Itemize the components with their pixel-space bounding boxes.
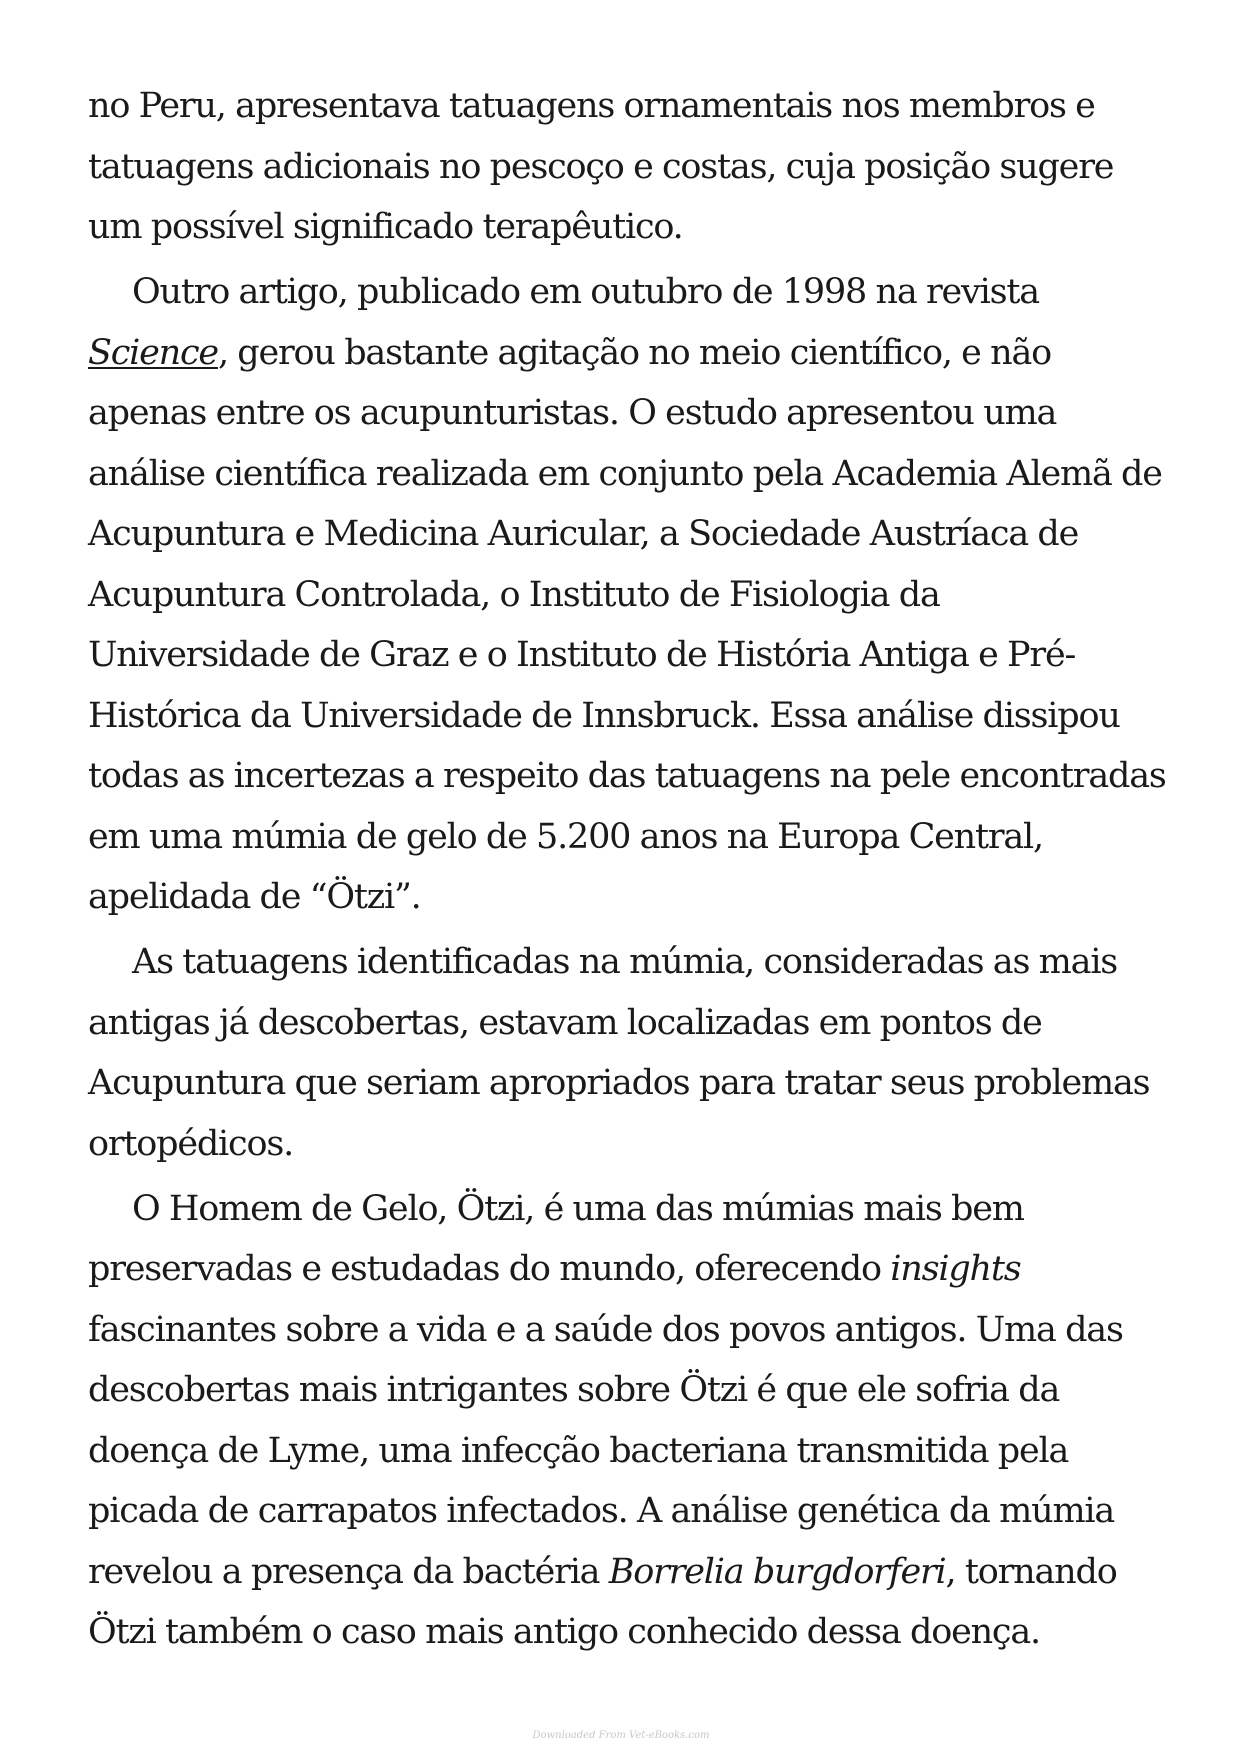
text-line: apenas entre os acupunturistas. O estudo apresentou uma (88, 393, 1057, 433)
text-line: apelidada de “Ötzi”. (88, 877, 421, 917)
text-line: O Homem de Gelo, Ötzi, é uma das múmias mais bem (132, 1188, 1024, 1229)
text-line: doença de Lyme, uma infecção bacteriana transmitida pela (88, 1430, 1069, 1471)
text-line: revelou a presença da bactéria Borrelia burgdorferi, tornando (88, 1551, 1117, 1592)
text-line: Acupuntura e Medicina Auricular, a Sociedade Austríaca de (88, 514, 1079, 554)
paragraph-2 (88, 262, 1178, 928)
text-line: descobertas mais intrigantes sobre Ötzi é que ele sofria da (88, 1370, 1060, 1410)
text-line: em uma múmia de gelo de 5.200 anos na Europa Central, (88, 816, 1043, 857)
text-line: Science, gerou bastante agitação no meio científico, e não (88, 332, 1051, 373)
text-line: Universidade de Graz e o Instituto de História Antiga e Pré- (88, 635, 1076, 675)
italic-species-name: Borrelia burgdorferi (608, 1551, 946, 1592)
book-page (88, 76, 1178, 1667)
text-line: tatuagens adicionais no pescoço e costas, cuja posição sugere (88, 146, 1114, 187)
text-line: todas as incertezas a respeito das tatuagens na pele encontradas (88, 756, 1166, 796)
paragraph-4 (88, 1179, 1178, 1663)
journal-title-science: Science (88, 332, 218, 373)
text-line: análise científica realizada em conjunto pela Academia Alemã de (88, 453, 1162, 494)
text-line: Acupuntura que seriam apropriados para tratar seus problemas (88, 1063, 1150, 1103)
text-line: Outro artigo, publicado em outubro de 1998 na revista (132, 272, 1039, 312)
text-line: Ötzi também o caso mais antigo conhecido dessa doença. (88, 1612, 1040, 1652)
text-line: antigas já descobertas, estavam localizadas em pontos de (88, 1002, 1042, 1043)
text-line: As tatuagens identificadas na múmia, consideradas as mais (132, 942, 1118, 982)
italic-term-insights: insights (890, 1249, 1021, 1289)
text-line: Acupuntura Controlada, o Instituto de Fisiologia da (88, 574, 940, 615)
download-watermark: Downloaded From Vet-eBooks.com (532, 1730, 710, 1741)
text-line: um possível significado terapêutico. (88, 207, 683, 247)
paragraph-1 (88, 76, 1178, 258)
text-line: preservadas e estudadas do mundo, oferecendo insights (88, 1249, 1021, 1289)
text-line: fascinantes sobre a vida e a saúde dos povos antigos. Uma das (88, 1309, 1123, 1350)
text-line: ortopédicos. (88, 1123, 294, 1164)
text-line: Histórica da Universidade de Innsbruck. Essa análise dissipou (88, 695, 1120, 736)
text-line: no Peru, apresentava tatuagens ornamentais nos membros e (88, 86, 1095, 126)
text-line: picada de carrapatos infectados. A análise genética da múmia (88, 1491, 1115, 1531)
paragraph-3 (88, 932, 1178, 1174)
